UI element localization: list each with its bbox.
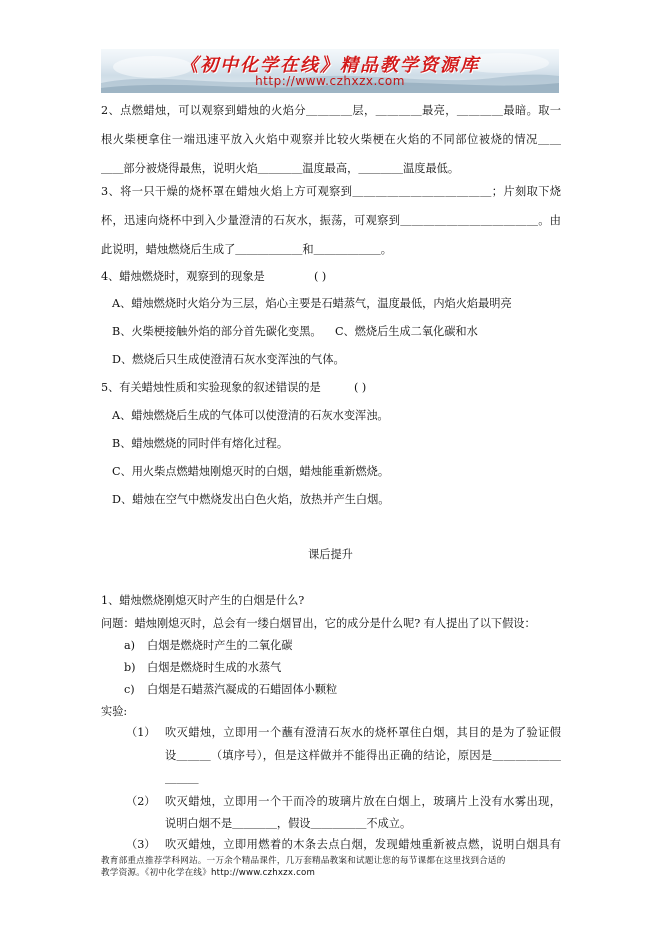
footer-line-1: 教育部重点推荐学科网站。一万余个精品课件，几万套精品教案和试题让您的每节课都在这里找到合适的 [101, 856, 506, 866]
q2-line-1: 2、点燃蜡烛，可以观察到蜡烛的火焰分＿＿＿＿层，＿＿＿＿最亮，＿＿＿＿最暗。取一 [101, 104, 561, 117]
e1-hypothesis-b-label: b) [124, 661, 136, 674]
q4-option-d: D、燃烧后只生成使澄清石灰水变浑浊的气体。 [112, 353, 345, 366]
e1-hypothesis-a-label: a) [124, 639, 136, 652]
e1-step-3-number: （3） [126, 838, 156, 851]
q2-line-2: 根火柴梗拿住一端迅速平放入火焰中观察并比较火柴梗在火焰的不同部位被烧的情况＿＿ [101, 133, 561, 146]
e1-step-1-line-1: 吹灭蜡烛，立即用一个蘸有澄清石灰水的烧杯罩住白烟，其目的是为了验证假 [165, 726, 561, 739]
section-title: 课后提升 [308, 548, 353, 561]
e1-step-2-line-2: 说明白烟不是＿＿＿＿，假设＿＿＿＿＿不成立。 [165, 817, 412, 830]
e1-question: 问题：蜡烛刚熄灭时，总会有一缕白烟冒出，它的成分是什么呢? 有人提出了以下假设： [101, 617, 536, 630]
e1-step-3-line-1: 吹灭蜡烛，立即用燃着的木条去点白烟，发现蜡烛重新被点燃，说明白烟具有 [165, 838, 561, 851]
banner-title: 《初中化学在线》精品教学资源库 [180, 55, 480, 76]
banner-url[interactable]: http://www.czhxzx.com [255, 74, 405, 88]
e1-step-1-number: （1） [126, 726, 156, 739]
q5-option-c: C、用火柴点燃蜡烛刚熄灭时的白烟，蜡烛能重新燃烧。 [112, 465, 390, 478]
q5-stem: 5、有关蜡烛性质和实验现象的叙述错误的是 [101, 381, 321, 394]
q5-option-a: A、蜡烛燃烧后生成的气体可以使澄清的石灰水变浑浊。 [112, 409, 389, 422]
e1-experiment-label: 实验: [101, 705, 128, 718]
q5-answer-paren: ( ) [354, 381, 367, 394]
e1-hypothesis-a: 白烟是燃烧时产生的二氧化碳 [147, 639, 293, 652]
q4-option-b: B、火柴梗接触外焰的部分首先碳化变黑。 [112, 325, 322, 338]
e1-title: 1、蜡烛燃烧刚熄灭时产生的白烟是什么? [101, 594, 305, 607]
q4-stem: 4、蜡烛燃烧时，观察到的现象是 [101, 270, 265, 283]
e1-hypothesis-c: 白烟是石蜡蒸汽凝成的石蜡固体小颗粒 [147, 683, 338, 696]
e1-step-2-line-1: 吹灭蜡烛，立即用一个干而冷的玻璃片放在白烟上，玻璃片上没有水雾出现， [165, 795, 561, 808]
header-banner [101, 49, 559, 93]
q3-line-3: 此说明，蜡烛燃烧后生成了＿＿＿＿＿＿和＿＿＿＿＿＿。 [101, 243, 392, 256]
footer-line-2: 教学资源。《初中化学在线》http://www.czhxzx.com [101, 868, 316, 878]
e1-step-1-line-2: 设＿＿＿（填序号），但是这样做并不能得出正确的结论，原因是＿＿＿＿＿＿ [165, 749, 561, 762]
q4-option-c: C、燃烧后生成二氧化碳和水 [335, 325, 478, 338]
e1-hypothesis-b: 白烟是燃烧时生成的水蒸气 [147, 661, 282, 674]
q3-line-2: 杯，迅速向烧杯中到入少量澄清的石灰水，振荡，可观察到＿＿＿＿＿＿＿＿＿＿＿＿。由 [101, 214, 561, 227]
e1-step-1-line-3: ＿＿＿ [165, 772, 199, 785]
q4-option-a: A、蜡烛燃烧时火焰分为三层，焰心主要是石蜡蒸气，温度最低，内焰火焰最明亮 [112, 297, 512, 310]
q5-option-d: D、蜡烛在空气中燃烧发出白色火焰，放热并产生白烟。 [112, 493, 390, 506]
q4-answer-paren: ( ) [314, 270, 327, 283]
e1-hypothesis-c-label: c) [124, 683, 135, 696]
q5-option-b: B、蜡烛燃烧的同时伴有熔化过程。 [112, 437, 289, 450]
q3-line-1: 3、将一只干燥的烧杯罩在蜡烛火焰上方可观察到＿＿＿＿＿＿＿＿＿＿＿＿；片刻取下烧 [101, 185, 561, 198]
q2-line-3: ＿＿部分被烧得最焦，说明火焰＿＿＿＿温度最高，＿＿＿＿温度最低。 [101, 162, 460, 175]
e1-step-2-number: （2） [126, 795, 156, 808]
